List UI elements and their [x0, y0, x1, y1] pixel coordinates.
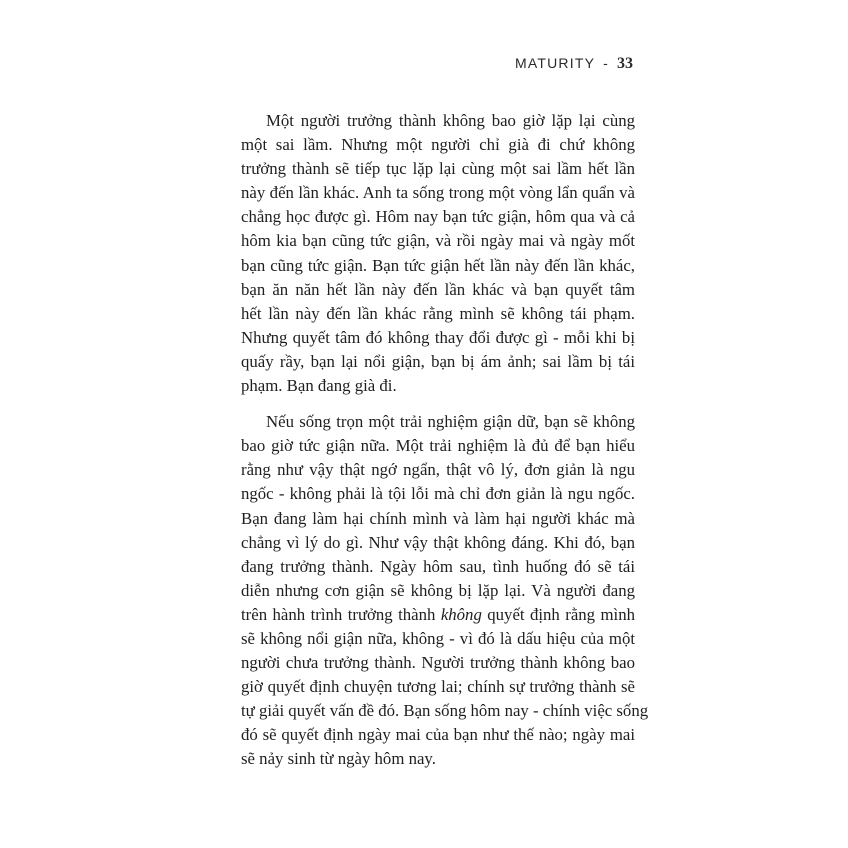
text-line: Bạn đang làm hại chính mình và làm hại người khác mà	[241, 508, 635, 528]
text-line: bao giờ tức giận nữa. Một trải nghiệm là đủ để bạn hiểu	[241, 436, 635, 456]
text-line: giờ quyết định chuyện tương lai; chính sự trưởng thành sẽ	[241, 677, 635, 697]
text-line: quấy rầy, bạn lại nổi giận, bạn bị ám ảnh; sai lầm bị tái	[241, 351, 635, 371]
text-line: Nếu sống trọn một trải nghiệm giận dữ, bạn sẽ không	[266, 412, 635, 432]
text-line: hôm kia bạn cũng tức giận, và rồi ngày mai và ngày mốt	[241, 231, 635, 251]
text-line: tự giải quyết vấn đề đó. Bạn sống hôm nay - chính việc sống	[241, 701, 649, 721]
text-line: sẽ nảy sinh từ ngày hôm nay.	[241, 749, 436, 769]
running-head	[515, 55, 633, 73]
text-line: đó sẽ quyết định ngày mai của bạn như thế nào; ngày mai	[241, 725, 635, 745]
text-line: chẳng vì lý do gì. Như vậy thật không đáng. Khi đó, bạn	[241, 532, 635, 552]
text-line: ngốc - không phải là tội lỗi mà chỉ đơn giản là ngu ngốc.	[241, 484, 635, 504]
running-head-separator: -	[603, 55, 609, 71]
text-line: bạn ăn năn hết lần này đến lần khác và bạn quyết tâm	[241, 279, 635, 299]
text-line: đang trưởng thành. Ngày hôm sau, tình huống đó sẽ tái	[241, 556, 635, 576]
text-line: hết lần này đến lần khác rằng mình sẽ không tái phạm.	[241, 303, 635, 323]
text-line: một sai lầm. Nhưng một người chỉ già đi chứ không	[241, 135, 635, 155]
text-line: rằng như vậy thật ngớ ngẩn, thật vô lý, đơn giản là ngu	[241, 460, 635, 480]
text-line: này đến lần khác. Anh ta sống trong một vòng lẩn quẩn và	[241, 183, 635, 203]
running-head-title: MATURITY	[515, 55, 596, 71]
paragraph-2	[216, 410, 649, 771]
paragraph-1	[216, 109, 635, 398]
text-line: trưởng thành sẽ tiếp tục lặp lại cùng một sai lầm hết lần	[241, 159, 635, 179]
text-line: Nhưng quyết tâm đó không thay đổi được gì - mỗi khi bị	[241, 327, 635, 347]
text-line: người chưa trưởng thành. Người trưởng thành không bao	[241, 653, 635, 673]
body-text	[216, 109, 649, 772]
text-line: bạn cũng tức giận. Bạn tức giận hết lần này đến lần khác,	[241, 255, 635, 275]
text-line: diễn nhưng cơn giận sẽ không bị lặp lại. Và người đang	[241, 580, 635, 600]
text-line: chẳng học được gì. Hôm nay bạn tức giận, hôm qua và cả	[241, 207, 635, 227]
text-line: Một người trưởng thành không bao giờ lặp lại cùng	[266, 111, 635, 130]
text-line: trên hành trình trưởng thành không quyết định rằng mình	[241, 604, 635, 624]
text-line: sẽ không nổi giận nữa, không - vì đó là dấu hiệu của một	[241, 628, 635, 648]
text-line: phạm. Bạn đang già đi.	[241, 376, 397, 396]
emphasis: không	[440, 604, 482, 624]
page-number: 33	[617, 55, 633, 72]
